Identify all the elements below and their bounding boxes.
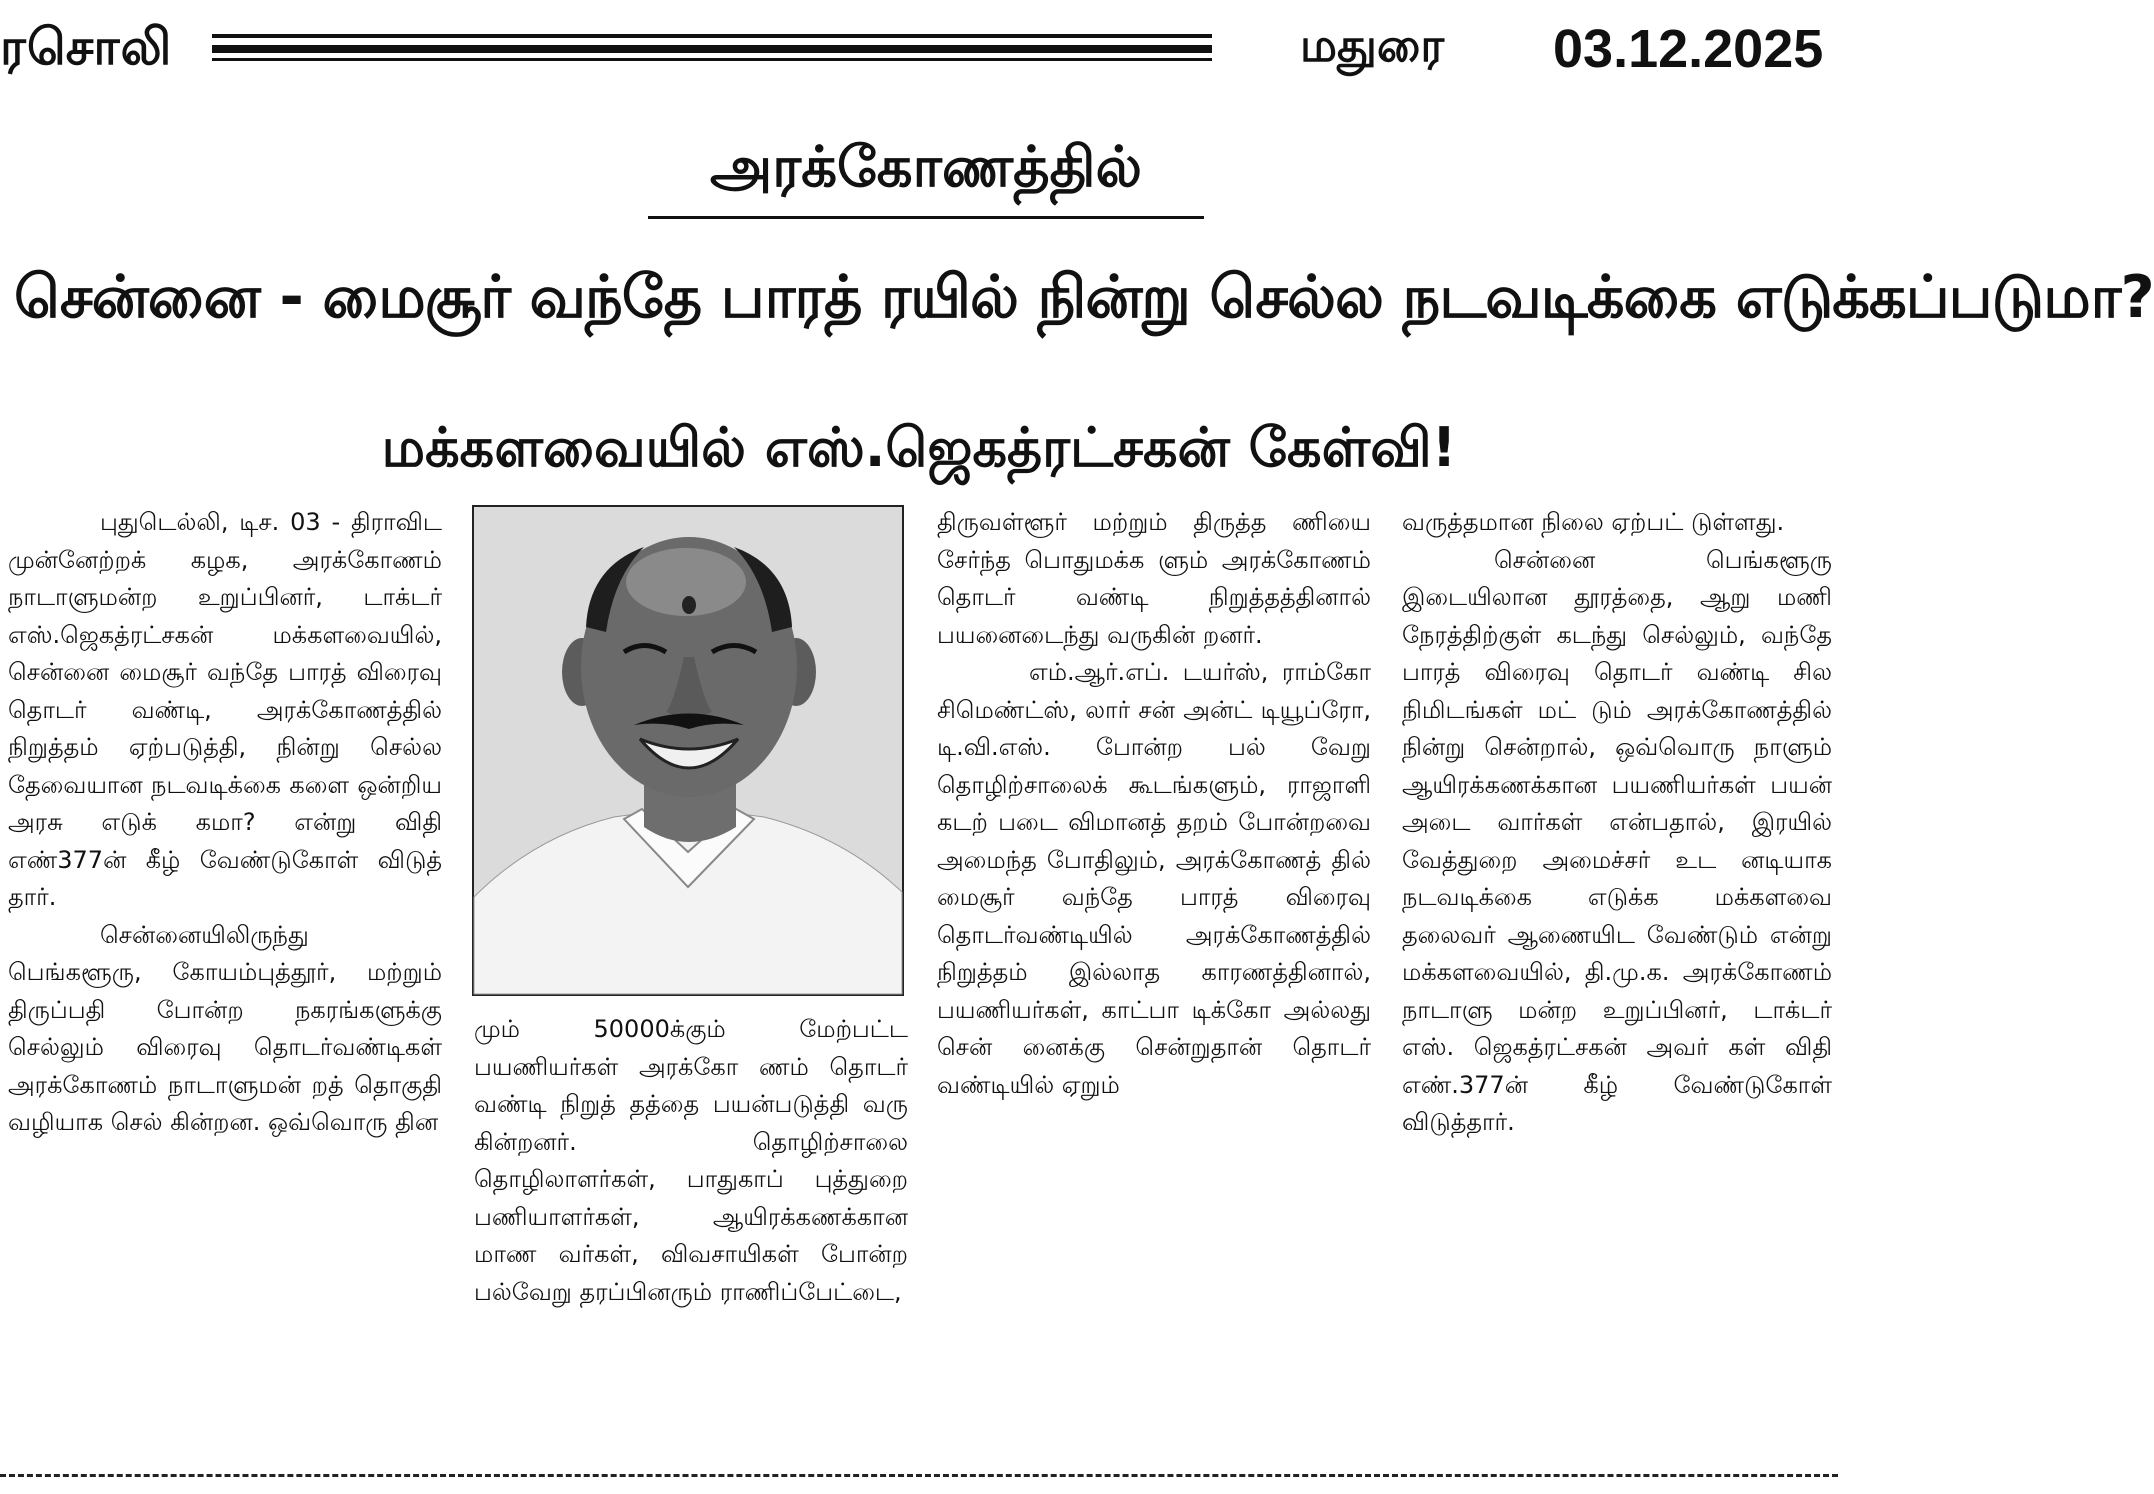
- masthead-rule: [212, 34, 1212, 60]
- paragraph: திருவள்ளூர் மற்றும் திருத்த ணியை சேர்ந்த பொதுமக்க ளும் அரக்கோணம் தொடர் வண்டி நிறுத்தத்தினால் பயனைடைந்து வருகின் றனர்.: [937, 508, 1371, 649]
- paragraph: சென்னை பெங்களூரு இடையிலான தூரத்தை, ஆறு மணி நேரத்திற்குள் கடந்து செல்லும், வந்தே பாரத் விரைவு தொடர் வண்டி சில நிமிடங்கள் மட் டும் அரக்கோணத்தில் நின்று சென்றால், ஒவ்வொரு நாளும் ஆயிரக்கணக்கான பயணியர்கள் பயன் அடை வார்கள் என்பதால், இரயில் வேத்துறை அமைச்சர் உட னடியாக நடவடிக்கை எடுக்க மக்களவை தலைவர் ஆணையிட வேண்டும் என்று மக்களவையில், தி.மு.க. அரக்கோணம் நாடாளு மன்ற உறுப்பினர், டாக்டர் எஸ். ஜெகத்ரட்சகன் அவர் கள் விதி எண்.377ன் கீழ் வேண்டுகோள் விடுத்தார்.: [1402, 545, 1832, 1136]
- kicker: அரக்கோணத்தில்: [710, 135, 1142, 200]
- newspaper-name: ரசொலி: [0, 18, 173, 76]
- article-column-3: [937, 504, 1371, 1104]
- bottom-dashed-rule: [0, 1474, 1838, 1477]
- masthead: [0, 0, 1838, 100]
- edition-date: 03.12.2025: [1553, 19, 1824, 79]
- article-column-2: [474, 1011, 908, 1311]
- article-column-4: [1402, 504, 1832, 1142]
- kicker-underline: [648, 216, 1204, 219]
- edition-city: மதுரை: [1300, 18, 1445, 72]
- paragraph: எம்.ஆர்.எப். டயர்ஸ், ராம்கோ சிமெண்ட்ஸ், லார் சன் அன்ட் டியூப்ரோ, டி.வி.எஸ். போன்ற பல் வேறு தொழிற்சாலைக் கூடங்களும், ராஜாளி கடற் படை விமானத் தறம் போன்றவை அமைந்த போதிலும், அரக்கோணத் தில் மைசூர் வந்தே பாரத் விரைவு தொடர்வண்டியில் அரக்கோணத்தில் நிறுத்தம் இல்லாத காரணத்தினால், பயணியர்கள், காட்பா டிக்கோ அல்லது சென் னைக்கு சென்றுதான் தொடர் வண்டியில் ஏறும்: [937, 658, 1371, 1099]
- article-column-1: [8, 504, 442, 1142]
- paragraph: புதுடெல்லி, டிச. 03 - திராவிட முன்னேற்றக் கழக, அரக்கோணம் நாடாளுமன்ற உறுப்பினர், டாக்டர் எஸ்.ஜெகத்ரட்சகன் மக்களவையில், சென்னை மைசூர் வந்தே பாரத் விரைவு தொடர் வண்டி, அரக்கோணத்தில் நிறுத்தம் ஏற்படுத்தி, நின்று செல்ல தேவையான நடவடிக்கை களை ஒன்றிய அரசு எடுக் கமா? என்று விதி எண்377ன் கீழ் வேண்டுகோள் விடுத் தார்.: [8, 508, 442, 911]
- headline: சென்னை - மைசூர் வந்தே பாரத் ரயில் நின்று செல்ல நடவடிக்கை எடுக்கப்படுமா?: [14, 262, 2154, 331]
- subheadline: மக்களவையில் எஸ்.ஜெகத்ரட்சகன் கேள்வி!: [381, 416, 1457, 479]
- paragraph: சென்னையிலிருந்து பெங்களூரு, கோயம்புத்தூர், மற்றும் திருப்பதி போன்ற நகரங்களுக்கு செல்லும் விரைவு தொடர்வண்டிகள் அரக்கோணம் நாடாளுமன் றத் தொகுதி வழியாக செல் கின்றன. ஒவ்வொரு தின: [8, 920, 442, 1136]
- portrait-photo: [472, 505, 904, 996]
- paragraph: மும் 50000க்கும் மேற்பட்ட பயணியர்கள் அரக்கோ ணம் தொடர் வண்டி நிறுத் தத்தை பயன்படுத்தி வரு கின்றனர். தொழிற்சாலை தொழிலாளர்கள், பாதுகாப் புத்துறை பணியாளர்கள், ஆயிரக்கணக்கான மாண வர்கள், விவசாயிகள் போன்ற பல்வேறு தரப்பினரும் ராணிப்பேட்டை,: [474, 1015, 908, 1306]
- paragraph: வருத்தமான நிலை ஏற்பட் டுள்ளது.: [1402, 508, 1785, 536]
- portrait-icon: [474, 507, 902, 994]
